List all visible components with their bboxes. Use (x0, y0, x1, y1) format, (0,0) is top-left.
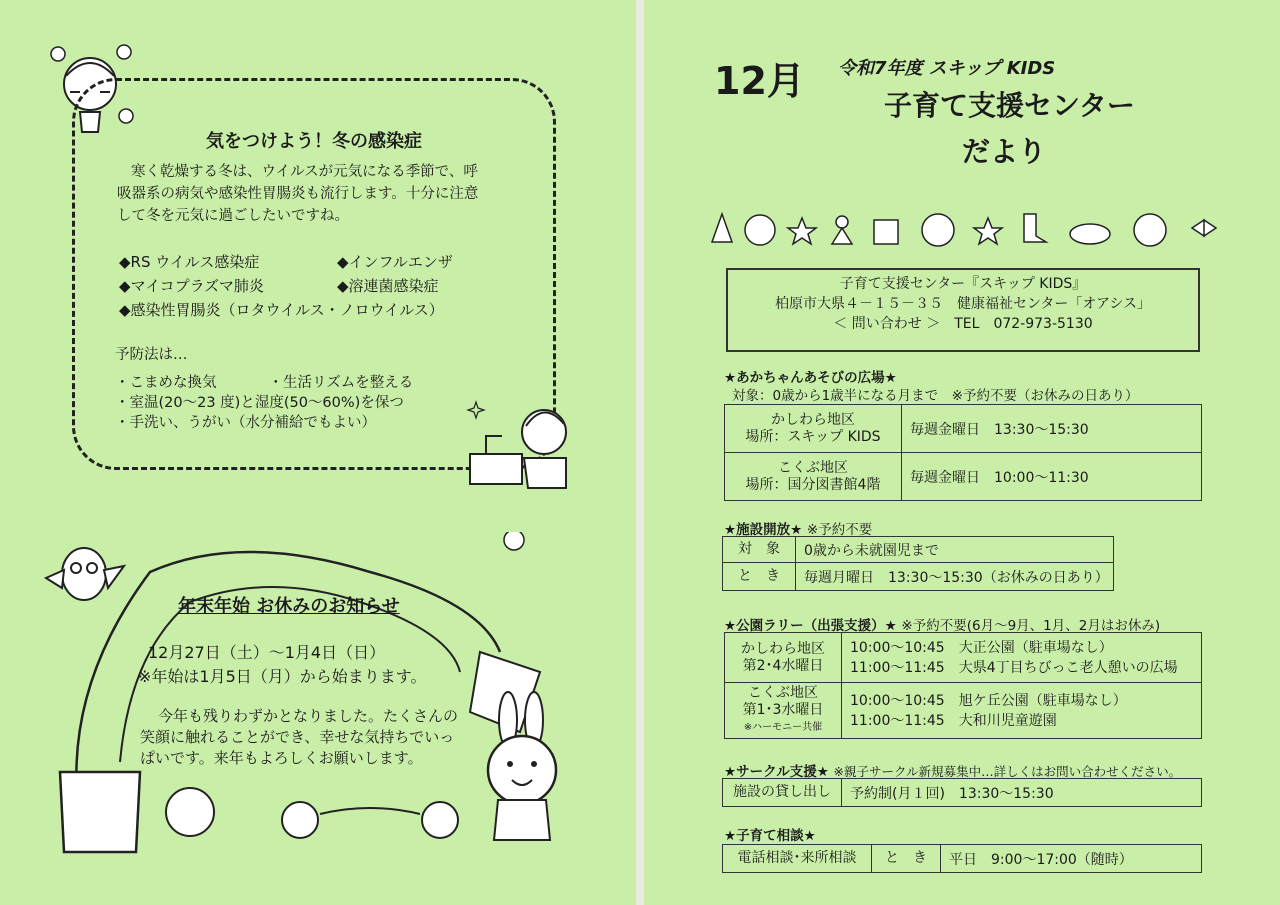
open-heading: ★施設開放★ ※予約不要 (724, 522, 873, 538)
prevention-list: ・こまめな換気 ・生活リズムを整える ・室温(20～23 度)と湿度(50～60%)を保つ ・手洗い、うがい（水分補給でもよい） (115, 375, 414, 431)
chicks-illustration (150, 772, 470, 862)
holiday-title: 年末年始 お休みのお知らせ (178, 596, 400, 617)
table-row: こくぶ地区 第1･3水曜日 ※ハーモニー共催 10:00～10:45 旭ケ丘公園（駐車場なし） 11:00～11:45 大和川児童遊園 (725, 683, 1202, 739)
table-row: 対 象 0歳から未就園児まで (723, 537, 1114, 563)
baby-plaza-table (724, 404, 1202, 501)
page-fold (636, 0, 644, 905)
park-heading: ★公園ラリー（出張支援）★ ※予約不要(6月～9月、1月、2月はお休み) (724, 618, 1161, 634)
baby-plaza-target: 対象：0歳から1歳半になる月まで ※予約不要（お休みの日あり） (732, 388, 1139, 404)
center-address: 柏原市大県４－１５－３５ 健康福祉センター「オアシス」 (774, 296, 1152, 312)
center-contact: ＜ 問い合わせ ＞ TEL 072-973-5130 (833, 316, 1093, 332)
table-row: 電話相談･来所相談 と き 平日 9:00～17:00（随時） (723, 845, 1202, 873)
disease-gastro: ◆感染性胃腸炎（ロタウイルス・ノロウイルス） (119, 301, 444, 319)
decoration-row-icon (702, 208, 1222, 248)
infection-intro: 寒く乾燥する冬は、ウイルスが元気になる季節で、呼 吸器系の病気や感染性胃腸炎も流行します。十分に注意 して冬を元気に過ごしたいですね。 (117, 164, 479, 224)
prevention-title: 予防法は… (115, 347, 188, 363)
newsletter-title: 子育て支援センター (884, 89, 1135, 122)
table-row: かしわら地区 場所：スキップ KIDS 毎週金曜日 13:30～15:30 (725, 405, 1202, 453)
consult-heading: ★子育て相談★ (724, 828, 816, 844)
right-page (644, 0, 1280, 905)
holiday-message: 今年も残りわずかとなりました。たくさんの 笑顔に触れることができ、幸せな気持ちでいっ ぱいです。来年もよろしくお願いします。 (140, 707, 459, 767)
circle-heading: ★サークル支援★ ※親子サークル新規募集中…詳しくはお問い合わせください。 (724, 764, 1182, 780)
rabbit-illustration (468, 690, 578, 850)
table-row: 施設の貸し出し 予約制(月１回) 13:30～15:30 (723, 779, 1202, 807)
holiday-restart: ※年始は1月5日（月）から始まります。 (138, 667, 427, 686)
open-table (722, 536, 1114, 591)
circle-table (722, 778, 1202, 807)
holiday-dates: 12月27日（土）～1月4日（日） (148, 643, 386, 662)
newsletter-title-2: だより (962, 135, 1047, 168)
table-row: と き 毎週月曜日 13:30～15:30（お休みの日あり） (723, 563, 1114, 591)
contact-box (726, 268, 1200, 352)
month-label: 12月 (714, 59, 805, 103)
table-row: かしわら地区 第2･4水曜日 10:00～10:45 大正公園（駐車場なし） 11:00～11:45 大県4丁目ちびっこ老人憩いの広場 (725, 633, 1202, 683)
table-row: こくぶ地区 場所：国分図書館4階 毎週金曜日 10:00～11:30 (725, 453, 1202, 501)
disease-rs: ◆RS ウイルス感染症 (119, 253, 260, 271)
infection-title: 気をつけよう！冬の感染症 (206, 131, 422, 152)
consult-table (722, 844, 1202, 873)
park-table (724, 632, 1202, 739)
disease-strep: ◆溶連菌感染症 (337, 277, 439, 295)
center-name: 子育て支援センター『スキップ KIDS』 (839, 276, 1087, 292)
newsletter-subtitle: 令和7年度 スキップ KIDS (838, 58, 1056, 79)
handwashing-illustration (466, 396, 576, 492)
disease-flu: ◆インフルエンザ (337, 253, 453, 271)
baby-plaza-heading: ★あかちゃんあそびの広場★ (724, 370, 897, 386)
left-page (0, 0, 636, 905)
disease-mycoplasma: ◆マイコプラズマ肺炎 (119, 277, 264, 295)
